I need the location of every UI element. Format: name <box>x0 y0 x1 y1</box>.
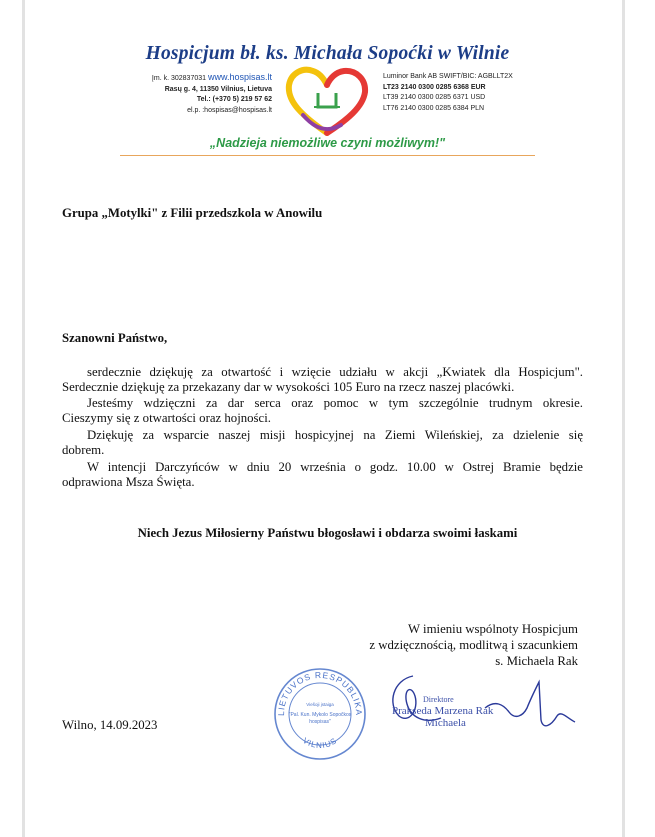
stamp-top-text: LIETUVOS RESPUBLIKA <box>275 669 365 717</box>
letterhead-divider <box>120 155 535 156</box>
closing-line-2: z wdzięcznością, modlitwą i szacunkiem <box>369 638 578 652</box>
blessing: Niech Jezus Miłosierny Państwu błogosławi i obdarza swoimi łaskami <box>137 526 518 540</box>
official-stamp <box>272 666 368 762</box>
signature-name-line-1: Prakseda Marzena Rak <box>392 705 494 717</box>
stamp-center-line-2: hospisas" <box>309 719 331 725</box>
account-usd: LT39 2140 0300 0285 6371 USD <box>383 94 486 101</box>
handwritten-signature <box>385 660 580 740</box>
salutation: Szanowni Państwo, <box>62 331 168 345</box>
account-pln: LT76 2140 0300 0285 6384 PLN <box>383 104 485 112</box>
place-and-date: Wilno, 14.09.2023 <box>62 718 158 732</box>
address: Rasų g. 4, 11350 Vilnius, Lietuva <box>164 85 272 93</box>
recipient: Grupa „Motylki" z Filii przedszkola w Anowilu <box>62 206 323 220</box>
body-line-1: serdecznie dziękuję za otwartość i wzięcie udziału w akcji „Kwiatek dla Hospicjum". <box>87 365 583 379</box>
body-line-3: Jesteśmy wdzięczni za dar serca oraz pomoc w tym szczególnie trudnym okresie. <box>87 396 583 410</box>
closing-line-3: s. Michaela Rak <box>495 654 578 668</box>
letterhead-contact-right <box>383 72 513 114</box>
body-line-5: Dziękuję za wsparcie naszej misji hospicyjnej na Ziemi Wileńskiej, za dzielenie się <box>87 428 583 442</box>
letterhead-motto: „Nadzieja niemożliwe czyni możliwym!" <box>209 136 446 150</box>
body-line-2: Serdecznie dziękuję za przekazany dar w wysokości 105 Euro na rzecz naszej placówki. <box>62 380 515 394</box>
letterhead-contact-left <box>152 72 272 116</box>
stamp-bottom-text: VILNIUS <box>301 735 339 751</box>
body-line-4: Cieszymy się z otwartości oraz hojności. <box>62 411 271 425</box>
website-link[interactable]: www.hospisas.lt <box>207 72 272 82</box>
svg-text:VILNIUS <box>301 736 339 750</box>
letterhead-title: Hospicjum bł. ks. Michała Sopoćki w Wilnie <box>145 43 510 64</box>
closing-line-1: W imieniu wspólnoty Hospicjum <box>407 622 578 636</box>
stamp-center-small: Viešoji įstaiga <box>306 702 334 707</box>
body-line-7: W intencji Darczyńców w dniu 20 września o godz. 10.00 w Ostrej Bramie będzie <box>87 460 583 474</box>
body-line-8: odprawiona Msza Święta. <box>62 475 195 489</box>
page-edge-left <box>22 0 25 837</box>
signature-role: Direktore <box>423 695 454 704</box>
account-eur: LT23 2140 0300 0285 6368 EUR <box>383 83 486 91</box>
bank-info: Luminor Bank AB SWIFT/BIC: AGBLLT2X <box>383 73 513 80</box>
email: el.p. :hospisas@hospisas.lt <box>187 106 272 114</box>
page-edge-right <box>622 0 625 837</box>
signature-name-line-2: Michaela <box>425 717 466 729</box>
stamp-center-line-1: "Pal. Kun. Mykolo Sopočkos <box>288 712 352 718</box>
hospice-heart-logo <box>283 63 371 138</box>
company-code: Įm. k. 302837031 <box>151 75 207 82</box>
phone: Tel.: (+370 5) 219 57 62 <box>196 96 272 103</box>
body-line-6: dobrem. <box>62 443 105 457</box>
